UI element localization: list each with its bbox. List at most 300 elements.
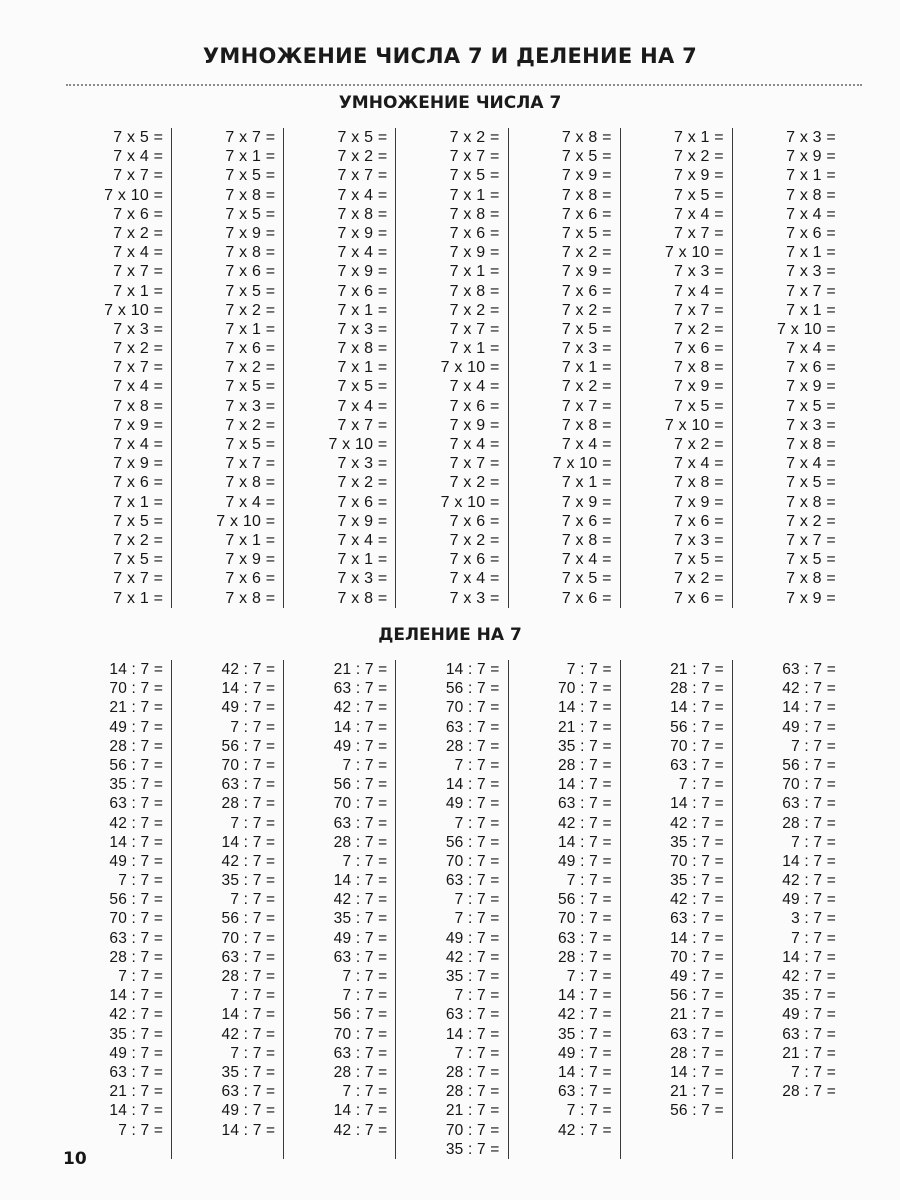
multiplication-problem[interactable]: 7 x 6 =: [673, 589, 724, 607]
multiplication-problem[interactable]: 7 x 4 =: [449, 436, 500, 453]
multiplication-problem[interactable]: 7 x 9 =: [225, 224, 276, 242]
division-problem[interactable]: 70 : 7 =: [221, 756, 276, 774]
multiplication-problem[interactable]: 7 x 2 =: [673, 436, 724, 453]
multiplication-problem[interactable]: 7 x 7 =: [786, 282, 836, 300]
multiplication-problem[interactable]: 7 x 4 =: [673, 282, 724, 300]
division-problem[interactable]: 42 : 7 =: [670, 814, 724, 832]
division-problem[interactable]: 42 : 7 =: [333, 699, 388, 717]
multiplication-problem[interactable]: 7 x 8 =: [225, 474, 276, 492]
multiplication-problem[interactable]: 7 x 5 =: [673, 397, 724, 415]
multiplication-problem[interactable]: 7 x 5 =: [337, 378, 388, 396]
division-problem[interactable]: 14 : 7 =: [557, 1063, 612, 1081]
multiplication-problem[interactable]: 7 x 2 =: [449, 531, 500, 549]
multiplication-problem[interactable]: 7 x 8 =: [673, 359, 724, 377]
division-problem[interactable]: 70 : 7 =: [445, 699, 500, 717]
division-problem[interactable]: 7 : 7 =: [454, 910, 500, 928]
multiplication-problem[interactable]: 7 x 6 =: [113, 474, 164, 492]
division-problem[interactable]: 63 : 7 =: [221, 776, 276, 794]
division-problem[interactable]: 14 : 7 =: [333, 872, 388, 890]
multiplication-problem[interactable]: 7 x 8 =: [561, 129, 612, 146]
division-problem[interactable]: 42 : 7 =: [333, 891, 388, 909]
multiplication-problem[interactable]: 7 x 5 =: [337, 129, 388, 146]
division-problem[interactable]: 14 : 7 =: [221, 833, 276, 851]
division-problem[interactable]: 63 : 7 =: [670, 1025, 724, 1043]
division-problem[interactable]: 35 : 7 =: [333, 910, 388, 928]
multiplication-problem[interactable]: 7 x 7 =: [449, 455, 500, 473]
multiplication-problem[interactable]: 7 x 1 =: [225, 148, 276, 166]
division-problem[interactable]: 7 : 7 =: [342, 968, 388, 985]
multiplication-problem[interactable]: 7 x 4 =: [337, 244, 388, 262]
multiplication-problem[interactable]: 7 x 1 =: [561, 474, 612, 492]
multiplication-problem[interactable]: 7 x 8 =: [449, 282, 500, 300]
division-problem[interactable]: 7 : 7 =: [342, 1083, 388, 1101]
division-problem[interactable]: 7 : 7 =: [791, 737, 836, 755]
multiplication-problem[interactable]: 7 x 2 =: [449, 129, 500, 146]
division-problem[interactable]: 28 : 7 =: [670, 680, 724, 698]
division-problem[interactable]: 70 : 7 =: [445, 852, 500, 870]
division-problem[interactable]: 7 : 7 =: [342, 756, 388, 774]
division-problem[interactable]: 49 : 7 =: [109, 718, 164, 736]
multiplication-problem[interactable]: 7 x 5 =: [786, 551, 836, 569]
division-problem[interactable]: 56 : 7 =: [557, 891, 612, 909]
division-problem[interactable]: 14 : 7 =: [109, 1102, 164, 1120]
division-problem[interactable]: 42 : 7 =: [782, 968, 836, 985]
division-problem[interactable]: 56 : 7 =: [221, 910, 276, 928]
multiplication-problem[interactable]: 7 x 4 =: [113, 148, 164, 166]
multiplication-problem[interactable]: 7 x 6 =: [337, 493, 388, 511]
division-problem[interactable]: 21 : 7 =: [782, 1044, 836, 1062]
division-problem[interactable]: 42 : 7 =: [782, 680, 836, 698]
division-problem[interactable]: 49 : 7 =: [670, 968, 724, 985]
division-problem[interactable]: 7 : 7 =: [566, 872, 612, 890]
division-problem[interactable]: 42 : 7 =: [557, 1121, 612, 1139]
multiplication-problem[interactable]: 7 x 8 =: [786, 186, 836, 204]
division-problem[interactable]: 7 : 7 =: [791, 833, 836, 851]
division-problem[interactable]: 35 : 7 =: [670, 833, 724, 851]
multiplication-problem[interactable]: 7 x 2 =: [113, 531, 164, 549]
multiplication-problem[interactable]: 7 x 7 =: [449, 320, 500, 338]
multiplication-problem[interactable]: 7 x 7 =: [113, 570, 164, 588]
multiplication-problem[interactable]: 7 x 1 =: [786, 244, 836, 262]
division-problem[interactable]: 35 : 7 =: [557, 737, 612, 755]
multiplication-problem[interactable]: 7 x 4 =: [786, 340, 836, 358]
division-problem[interactable]: 56 : 7 =: [782, 756, 836, 774]
division-problem[interactable]: 28 : 7 =: [221, 968, 276, 985]
division-problem[interactable]: 7 : 7 =: [454, 891, 500, 909]
multiplication-problem[interactable]: 7 x 8 =: [673, 474, 724, 492]
division-problem[interactable]: 28 : 7 =: [333, 1063, 388, 1081]
multiplication-problem[interactable]: 7 x 2 =: [673, 148, 724, 166]
multiplication-problem[interactable]: 7 x 5 =: [113, 512, 164, 530]
multiplication-problem[interactable]: 7 x 10 =: [552, 455, 612, 473]
multiplication-problem[interactable]: 7 x 4 =: [113, 436, 164, 453]
division-problem[interactable]: 28 : 7 =: [557, 756, 612, 774]
division-problem[interactable]: 35 : 7 =: [782, 987, 836, 1005]
multiplication-problem[interactable]: 7 x 2 =: [225, 359, 276, 377]
multiplication-problem[interactable]: 7 x 4 =: [449, 570, 500, 588]
division-problem[interactable]: 7 : 7 =: [566, 968, 612, 985]
multiplication-problem[interactable]: 7 x 6 =: [449, 397, 500, 415]
division-problem[interactable]: 35 : 7 =: [670, 872, 724, 890]
division-problem[interactable]: 21 : 7 =: [670, 1083, 724, 1101]
multiplication-problem[interactable]: 7 x 8 =: [113, 397, 164, 415]
multiplication-problem[interactable]: 7 x 8 =: [561, 416, 612, 434]
division-problem[interactable]: 14 : 7 =: [670, 795, 724, 813]
multiplication-problem[interactable]: 7 x 8 =: [786, 570, 836, 588]
multiplication-problem[interactable]: 7 x 6 =: [561, 282, 612, 300]
multiplication-problem[interactable]: 7 x 10 =: [104, 186, 164, 204]
multiplication-problem[interactable]: 7 x 9 =: [561, 493, 612, 511]
division-problem[interactable]: 42 : 7 =: [445, 948, 500, 966]
multiplication-problem[interactable]: 7 x 3 =: [113, 320, 164, 338]
division-problem[interactable]: 7 : 7 =: [230, 814, 276, 832]
division-problem[interactable]: 28 : 7 =: [782, 814, 836, 832]
multiplication-problem[interactable]: 7 x 7 =: [673, 301, 724, 319]
multiplication-problem[interactable]: 7 x 9 =: [786, 589, 836, 607]
multiplication-problem[interactable]: 7 x 3 =: [337, 320, 388, 338]
division-problem[interactable]: 49 : 7 =: [782, 891, 836, 909]
multiplication-problem[interactable]: 7 x 2 =: [561, 378, 612, 396]
division-problem[interactable]: 63 : 7 =: [333, 680, 388, 698]
division-problem[interactable]: 63 : 7 =: [782, 1025, 836, 1043]
division-problem[interactable]: 42 : 7 =: [221, 661, 276, 678]
division-problem[interactable]: 42 : 7 =: [109, 814, 164, 832]
multiplication-problem[interactable]: 7 x 1 =: [225, 531, 276, 549]
division-problem[interactable]: 63 : 7 =: [670, 756, 724, 774]
division-problem[interactable]: 63 : 7 =: [557, 795, 612, 813]
division-problem[interactable]: 56 : 7 =: [333, 1006, 388, 1024]
multiplication-problem[interactable]: 7 x 1 =: [449, 263, 500, 281]
multiplication-problem[interactable]: 7 x 9 =: [337, 224, 388, 242]
division-problem[interactable]: 70 : 7 =: [557, 680, 612, 698]
division-problem[interactable]: 35 : 7 =: [109, 1025, 164, 1043]
multiplication-problem[interactable]: 7 x 5 =: [561, 224, 612, 242]
division-problem[interactable]: 14 : 7 =: [670, 1063, 724, 1081]
multiplication-problem[interactable]: 7 x 6 =: [561, 589, 612, 607]
division-problem[interactable]: 14 : 7 =: [782, 948, 836, 966]
multiplication-problem[interactable]: 7 x 8 =: [337, 205, 388, 223]
division-problem[interactable]: 14 : 7 =: [557, 699, 612, 717]
multiplication-problem[interactable]: 7 x 9 =: [337, 512, 388, 530]
division-problem[interactable]: 56 : 7 =: [670, 718, 724, 736]
division-problem[interactable]: 63 : 7 =: [782, 661, 836, 678]
division-problem[interactable]: 49 : 7 =: [221, 699, 276, 717]
division-problem[interactable]: 14 : 7 =: [557, 776, 612, 794]
multiplication-problem[interactable]: 7 x 1 =: [113, 589, 164, 607]
multiplication-problem[interactable]: 7 x 10 =: [328, 436, 388, 453]
division-problem[interactable]: 7 : 7 =: [230, 891, 276, 909]
multiplication-problem[interactable]: 7 x 1 =: [449, 186, 500, 204]
multiplication-problem[interactable]: 7 x 8 =: [786, 436, 836, 453]
division-problem[interactable]: 56 : 7 =: [670, 987, 724, 1005]
multiplication-problem[interactable]: 7 x 9 =: [113, 455, 164, 473]
division-problem[interactable]: 70 : 7 =: [670, 948, 724, 966]
division-problem[interactable]: 14 : 7 =: [333, 1102, 388, 1120]
division-problem[interactable]: 14 : 7 =: [782, 852, 836, 870]
multiplication-problem[interactable]: 7 x 9 =: [449, 244, 500, 262]
division-problem[interactable]: 63 : 7 =: [221, 948, 276, 966]
multiplication-problem[interactable]: 7 x 5 =: [225, 436, 276, 453]
division-problem[interactable]: 35 : 7 =: [221, 1063, 276, 1081]
multiplication-problem[interactable]: 7 x 3 =: [337, 455, 388, 473]
division-problem[interactable]: 21 : 7 =: [670, 661, 724, 678]
division-problem[interactable]: 70 : 7 =: [557, 910, 612, 928]
multiplication-problem[interactable]: 7 x 2 =: [337, 474, 388, 492]
division-problem[interactable]: 63 : 7 =: [109, 795, 164, 813]
multiplication-problem[interactable]: 7 x 8 =: [337, 589, 388, 607]
multiplication-problem[interactable]: 7 x 9 =: [786, 378, 836, 396]
division-problem[interactable]: 49 : 7 =: [221, 1102, 276, 1120]
division-problem[interactable]: 28 : 7 =: [109, 948, 164, 966]
multiplication-problem[interactable]: 7 x 5 =: [561, 148, 612, 166]
multiplication-problem[interactable]: 7 x 2 =: [673, 320, 724, 338]
division-problem[interactable]: 42 : 7 =: [670, 891, 724, 909]
multiplication-problem[interactable]: 7 x 4 =: [561, 551, 612, 569]
multiplication-problem[interactable]: 7 x 10 =: [104, 301, 164, 319]
division-problem[interactable]: 70 : 7 =: [109, 910, 164, 928]
multiplication-problem[interactable]: 7 x 7 =: [561, 397, 612, 415]
multiplication-problem[interactable]: 7 x 6 =: [337, 282, 388, 300]
multiplication-problem[interactable]: 7 x 7 =: [113, 263, 164, 281]
multiplication-problem[interactable]: 7 x 10 =: [664, 416, 724, 434]
division-problem[interactable]: 35 : 7 =: [557, 1025, 612, 1043]
multiplication-problem[interactable]: 7 x 5 =: [673, 551, 724, 569]
division-problem[interactable]: 28 : 7 =: [445, 1063, 500, 1081]
multiplication-problem[interactable]: 7 x 1 =: [673, 129, 724, 146]
multiplication-problem[interactable]: 7 x 1 =: [786, 301, 836, 319]
multiplication-problem[interactable]: 7 x 3 =: [561, 340, 612, 358]
division-problem[interactable]: 49 : 7 =: [782, 718, 836, 736]
division-problem[interactable]: 14 : 7 =: [109, 833, 164, 851]
multiplication-problem[interactable]: 7 x 1 =: [337, 359, 388, 377]
multiplication-problem[interactable]: 7 x 3 =: [673, 531, 724, 549]
multiplication-problem[interactable]: 7 x 5 =: [225, 282, 276, 300]
division-problem[interactable]: 49 : 7 =: [445, 929, 500, 947]
multiplication-problem[interactable]: 7 x 6 =: [786, 359, 836, 377]
multiplication-problem[interactable]: 7 x 5 =: [225, 167, 276, 185]
multiplication-problem[interactable]: 7 x 5 =: [225, 378, 276, 396]
division-problem[interactable]: 63 : 7 =: [109, 1063, 164, 1081]
division-problem[interactable]: 35 : 7 =: [445, 1140, 500, 1158]
division-problem[interactable]: 7 : 7 =: [342, 852, 388, 870]
multiplication-problem[interactable]: 7 x 6 =: [449, 224, 500, 242]
division-problem[interactable]: 28 : 7 =: [333, 833, 388, 851]
multiplication-problem[interactable]: 7 x 10 =: [440, 359, 500, 377]
multiplication-problem[interactable]: 7 x 4 =: [225, 493, 276, 511]
multiplication-problem[interactable]: 7 x 6 =: [449, 551, 500, 569]
division-problem[interactable]: 35 : 7 =: [109, 776, 164, 794]
multiplication-problem[interactable]: 7 x 10 =: [440, 493, 500, 511]
division-problem[interactable]: 42 : 7 =: [333, 1121, 388, 1139]
division-problem[interactable]: 49 : 7 =: [445, 795, 500, 813]
multiplication-problem[interactable]: 7 x 3 =: [337, 570, 388, 588]
multiplication-problem[interactable]: 7 x 4 =: [673, 205, 724, 223]
division-problem[interactable]: 49 : 7 =: [109, 1044, 164, 1062]
multiplication-problem[interactable]: 7 x 3 =: [786, 416, 836, 434]
multiplication-problem[interactable]: 7 x 1 =: [113, 493, 164, 511]
multiplication-problem[interactable]: 7 x 2 =: [673, 570, 724, 588]
multiplication-problem[interactable]: 7 x 4 =: [113, 378, 164, 396]
multiplication-problem[interactable]: 7 x 10 =: [664, 244, 724, 262]
division-problem[interactable]: 28 : 7 =: [782, 1083, 836, 1101]
division-problem[interactable]: 56 : 7 =: [445, 833, 500, 851]
division-problem[interactable]: 7 : 7 =: [678, 776, 724, 794]
multiplication-problem[interactable]: 7 x 2 =: [225, 301, 276, 319]
multiplication-problem[interactable]: 7 x 3 =: [786, 263, 836, 281]
division-problem[interactable]: 21 : 7 =: [333, 661, 388, 678]
multiplication-problem[interactable]: 7 x 6 =: [561, 205, 612, 223]
division-problem[interactable]: 70 : 7 =: [670, 737, 724, 755]
division-problem[interactable]: 63 : 7 =: [445, 718, 500, 736]
division-problem[interactable]: 56 : 7 =: [670, 1102, 724, 1120]
multiplication-problem[interactable]: 7 x 8 =: [225, 244, 276, 262]
multiplication-problem[interactable]: 7 x 2 =: [337, 148, 388, 166]
multiplication-problem[interactable]: 7 x 8 =: [561, 186, 612, 204]
multiplication-problem[interactable]: 7 x 3 =: [449, 589, 500, 607]
multiplication-problem[interactable]: 7 x 7 =: [786, 531, 836, 549]
multiplication-problem[interactable]: 7 x 4 =: [337, 186, 388, 204]
division-problem[interactable]: 14 : 7 =: [221, 680, 276, 698]
division-problem[interactable]: 28 : 7 =: [221, 795, 276, 813]
multiplication-problem[interactable]: 7 x 3 =: [673, 263, 724, 281]
division-problem[interactable]: 63 : 7 =: [445, 872, 500, 890]
multiplication-problem[interactable]: 7 x 6 =: [561, 512, 612, 530]
multiplication-problem[interactable]: 7 x 4 =: [561, 436, 612, 453]
multiplication-problem[interactable]: 7 x 6 =: [786, 224, 836, 242]
multiplication-problem[interactable]: 7 x 5 =: [225, 205, 276, 223]
multiplication-problem[interactable]: 7 x 4 =: [113, 244, 164, 262]
multiplication-problem[interactable]: 7 x 4 =: [786, 205, 836, 223]
division-problem[interactable]: 7 : 7 =: [230, 1044, 276, 1062]
multiplication-problem[interactable]: 7 x 8 =: [561, 531, 612, 549]
multiplication-problem[interactable]: 7 x 9 =: [225, 551, 276, 569]
multiplication-problem[interactable]: 7 x 6 =: [449, 512, 500, 530]
division-problem[interactable]: 14 : 7 =: [445, 776, 500, 794]
division-problem[interactable]: 7 : 7 =: [791, 1063, 836, 1081]
multiplication-problem[interactable]: 7 x 9 =: [561, 263, 612, 281]
division-problem[interactable]: 70 : 7 =: [670, 852, 724, 870]
multiplication-problem[interactable]: 7 x 8 =: [337, 340, 388, 358]
multiplication-problem[interactable]: 7 x 1 =: [786, 167, 836, 185]
multiplication-problem[interactable]: 7 x 5 =: [786, 397, 836, 415]
division-problem[interactable]: 7 : 7 =: [118, 872, 164, 890]
division-problem[interactable]: 70 : 7 =: [109, 680, 164, 698]
division-problem[interactable]: 7 : 7 =: [118, 1121, 164, 1139]
multiplication-problem[interactable]: 7 x 5 =: [786, 474, 836, 492]
division-problem[interactable]: 7 : 7 =: [454, 814, 500, 832]
multiplication-problem[interactable]: 7 x 5 =: [113, 551, 164, 569]
division-problem[interactable]: 14 : 7 =: [333, 718, 388, 736]
division-problem[interactable]: 28 : 7 =: [109, 737, 164, 755]
multiplication-problem[interactable]: 7 x 4 =: [337, 397, 388, 415]
multiplication-problem[interactable]: 7 x 7 =: [225, 129, 276, 146]
multiplication-problem[interactable]: 7 x 7 =: [337, 416, 388, 434]
division-problem[interactable]: 42 : 7 =: [782, 872, 836, 890]
multiplication-problem[interactable]: 7 x 9 =: [449, 416, 500, 434]
division-problem[interactable]: 49 : 7 =: [109, 852, 164, 870]
division-problem[interactable]: 14 : 7 =: [445, 1025, 500, 1043]
multiplication-problem[interactable]: 7 x 9 =: [673, 167, 724, 185]
multiplication-problem[interactable]: 7 x 10 =: [777, 320, 836, 338]
division-problem[interactable]: 70 : 7 =: [782, 776, 836, 794]
multiplication-problem[interactable]: 7 x 5 =: [561, 320, 612, 338]
multiplication-problem[interactable]: 7 x 9 =: [786, 148, 836, 166]
division-problem[interactable]: 56 : 7 =: [221, 737, 276, 755]
division-problem[interactable]: 21 : 7 =: [557, 718, 612, 736]
division-problem[interactable]: 7 : 7 =: [454, 1044, 500, 1062]
division-problem[interactable]: 7 : 7 =: [454, 756, 500, 774]
division-problem[interactable]: 42 : 7 =: [221, 1025, 276, 1043]
division-problem[interactable]: 70 : 7 =: [333, 1025, 388, 1043]
division-problem[interactable]: 7 : 7 =: [118, 968, 164, 985]
division-problem[interactable]: 14 : 7 =: [557, 833, 612, 851]
multiplication-problem[interactable]: 7 x 7 =: [225, 455, 276, 473]
division-problem[interactable]: 63 : 7 =: [333, 814, 388, 832]
division-problem[interactable]: 42 : 7 =: [221, 852, 276, 870]
multiplication-problem[interactable]: 7 x 10 =: [216, 512, 276, 530]
division-problem[interactable]: 7 : 7 =: [342, 987, 388, 1005]
multiplication-problem[interactable]: 7 x 2 =: [113, 224, 164, 242]
division-problem[interactable]: 35 : 7 =: [221, 872, 276, 890]
multiplication-problem[interactable]: 7 x 7 =: [449, 148, 500, 166]
division-problem[interactable]: 63 : 7 =: [782, 795, 836, 813]
division-problem[interactable]: 35 : 7 =: [445, 968, 500, 985]
division-problem[interactable]: 21 : 7 =: [670, 1006, 724, 1024]
division-problem[interactable]: 56 : 7 =: [109, 891, 164, 909]
division-problem[interactable]: 28 : 7 =: [557, 948, 612, 966]
division-problem[interactable]: 42 : 7 =: [557, 1006, 612, 1024]
division-problem[interactable]: 7 : 7 =: [454, 987, 500, 1005]
division-problem[interactable]: 14 : 7 =: [445, 661, 500, 678]
multiplication-problem[interactable]: 7 x 6 =: [225, 263, 276, 281]
multiplication-problem[interactable]: 7 x 5 =: [673, 186, 724, 204]
division-problem[interactable]: 70 : 7 =: [333, 795, 388, 813]
division-problem[interactable]: 49 : 7 =: [557, 1044, 612, 1062]
multiplication-problem[interactable]: 7 x 9 =: [561, 167, 612, 185]
multiplication-problem[interactable]: 7 x 7 =: [113, 359, 164, 377]
division-problem[interactable]: 21 : 7 =: [109, 699, 164, 717]
multiplication-problem[interactable]: 7 x 8 =: [449, 205, 500, 223]
multiplication-problem[interactable]: 7 x 8 =: [786, 493, 836, 511]
multiplication-problem[interactable]: 7 x 3 =: [225, 397, 276, 415]
multiplication-problem[interactable]: 7 x 7 =: [113, 167, 164, 185]
division-problem[interactable]: 14 : 7 =: [221, 1006, 276, 1024]
division-problem[interactable]: 7 : 7 =: [230, 987, 276, 1005]
division-problem[interactable]: 63 : 7 =: [333, 948, 388, 966]
multiplication-problem[interactable]: 7 x 6 =: [673, 340, 724, 358]
division-problem[interactable]: 21 : 7 =: [445, 1102, 500, 1120]
division-problem[interactable]: 3 : 7 =: [791, 910, 836, 928]
division-problem[interactable]: 14 : 7 =: [670, 929, 724, 947]
multiplication-problem[interactable]: 7 x 4 =: [449, 378, 500, 396]
division-problem[interactable]: 28 : 7 =: [670, 1044, 724, 1062]
multiplication-problem[interactable]: 7 x 9 =: [113, 416, 164, 434]
multiplication-problem[interactable]: 7 x 2 =: [449, 301, 500, 319]
multiplication-problem[interactable]: 7 x 5 =: [113, 129, 164, 146]
multiplication-problem[interactable]: 7 x 6 =: [225, 340, 276, 358]
division-problem[interactable]: 28 : 7 =: [445, 1083, 500, 1101]
division-problem[interactable]: 49 : 7 =: [333, 929, 388, 947]
division-problem[interactable]: 63 : 7 =: [445, 1006, 500, 1024]
division-problem[interactable]: 42 : 7 =: [109, 1006, 164, 1024]
division-problem[interactable]: 14 : 7 =: [109, 987, 164, 1005]
division-problem[interactable]: 14 : 7 =: [670, 699, 724, 717]
multiplication-problem[interactable]: 7 x 1 =: [561, 359, 612, 377]
multiplication-problem[interactable]: 7 x 1 =: [225, 320, 276, 338]
multiplication-problem[interactable]: 7 x 8 =: [225, 589, 276, 607]
division-problem[interactable]: 63 : 7 =: [557, 929, 612, 947]
multiplication-problem[interactable]: 7 x 2 =: [113, 340, 164, 358]
